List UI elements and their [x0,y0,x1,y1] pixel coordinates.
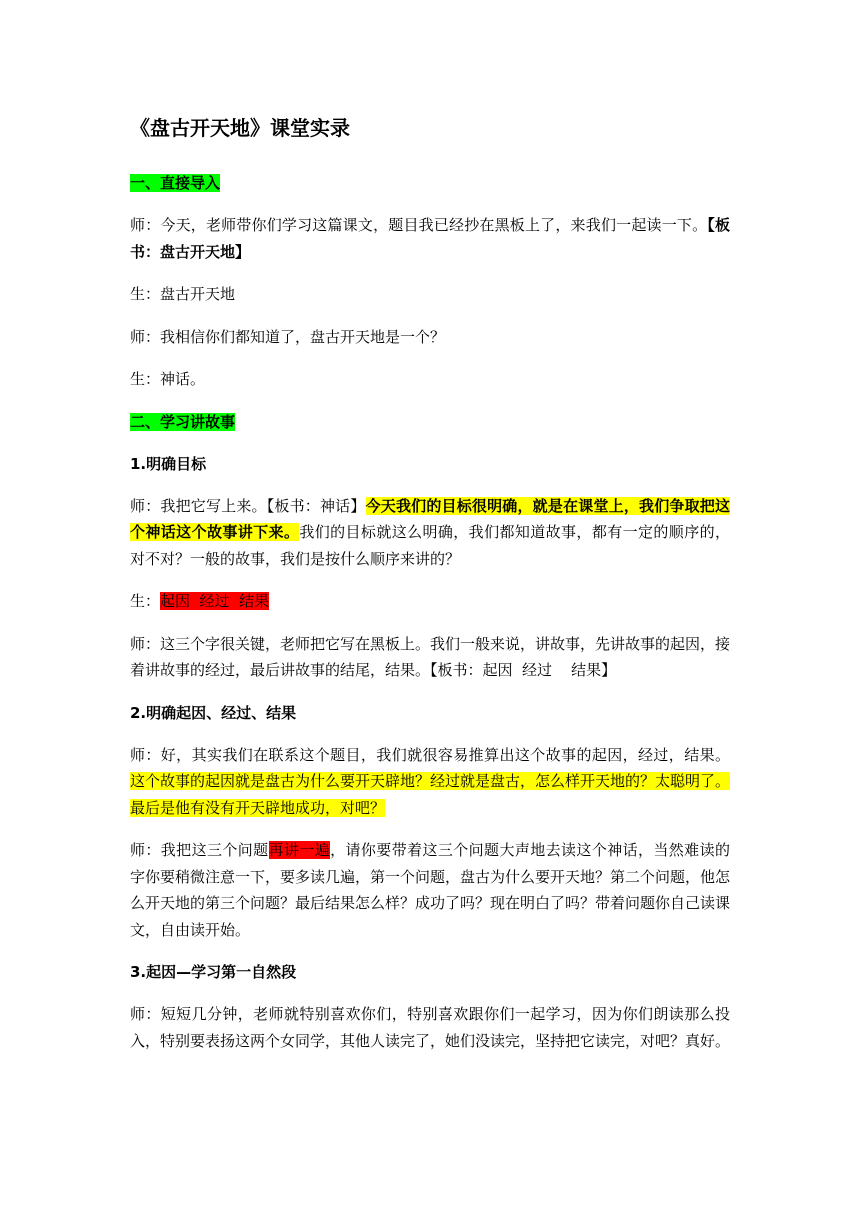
paragraph-student-1: 生：盘古开天地 [130,285,236,303]
section-heading-1 [130,170,730,196]
subheading-3: 3.起因—学习第一自然段 [130,963,297,981]
paragraph-teacher-5-a: 师：好，其实我们在联系这个题目，我们就很容易推算出这个故事的起因，经过，结果。 [130,745,730,764]
paragraph-teacher-6-a: 师：我把这三个问题 [130,841,269,859]
paragraph-teacher-4: 师：这三个字很关键，老师把它写在黑板上。我们一般来说，讲故事，先讲故事的起因，接着讲故事的经过，最后讲故事的结尾，结果。【板书：起因 经过 结果】 [130,634,731,679]
paragraph-student-3-a: 生： [130,592,161,610]
paragraph-student-3 [130,588,730,615]
paragraph-teacher-5 [130,742,730,822]
paragraph-student-2: 生：神话。 [130,370,206,388]
subheading-1: 1.明确目标 [130,454,207,473]
section-heading-2 [130,409,730,435]
paragraph-teacher-3-a: 师：我把它写上来。【板书：神话】 [130,496,366,515]
highlight-goal: 今天我们的目标很明确，就是在课堂上，我们争取把这个神话这个故事讲下来。 [130,496,730,541]
section-heading-1-text: 一、直接导入 [130,174,221,192]
document-title: 《盘古开天地》课堂实录 [130,116,350,140]
subheading-2: 2.明确起因、经过、结果 [130,703,297,722]
highlight-questions: 这个故事的起因就是盘古为什么要开天辟地？经过就是盘古，怎么样开天地的？太聪明了。最后是他有没有开天辟地成功，对吧？ [130,772,731,817]
paragraph-teacher-1 [130,212,730,265]
paragraph-teacher-6-b: ，请你要带着这三个问题大声地去读这个神话，当然难读的字你要稍微注意一下，要多读几遍，第一个问题，盘古为什么要开天地？第二个问题，他怎么开天地的第三个问题？最后结果怎么样？成功了吗？现在明白了吗？带着问题你自己读课文，自由读开始。 [130,841,731,939]
paragraph-teacher-2: 师：我相信你们都知道了，盘古开天地是一个？ [130,327,446,346]
paragraph-teacher-3-b: 我们的目标就这么明确，我们都知道故事，都有一定的顺序的，对不对？一般的故事，我们是按什么顺序来讲的？ [130,523,730,568]
highlight-story-order: 起因 经过 结果 [160,592,270,610]
paragraph-teacher-1-text: 师：今天，老师带你们学习这篇课文，题目我已经抄在黑板上了，来我们一起读一下。 [130,216,708,234]
paragraph-teacher-6 [130,837,730,943]
board-note-1: 【板书：盘古开天地】 [130,216,730,261]
paragraph-teacher-7: 师：短短几分钟，老师就特别喜欢你们，特别喜欢跟你们一起学习，因为你们朗读那么投入，特别要表扬这两个女同学，其他人读完了，她们没读完，坚持把它读完，对吧？真好。 [130,1005,731,1050]
highlight-repeat: 再讲一遍 [268,841,331,859]
section-heading-2-text: 二、学习讲故事 [130,412,236,431]
paragraph-teacher-3 [130,493,730,573]
